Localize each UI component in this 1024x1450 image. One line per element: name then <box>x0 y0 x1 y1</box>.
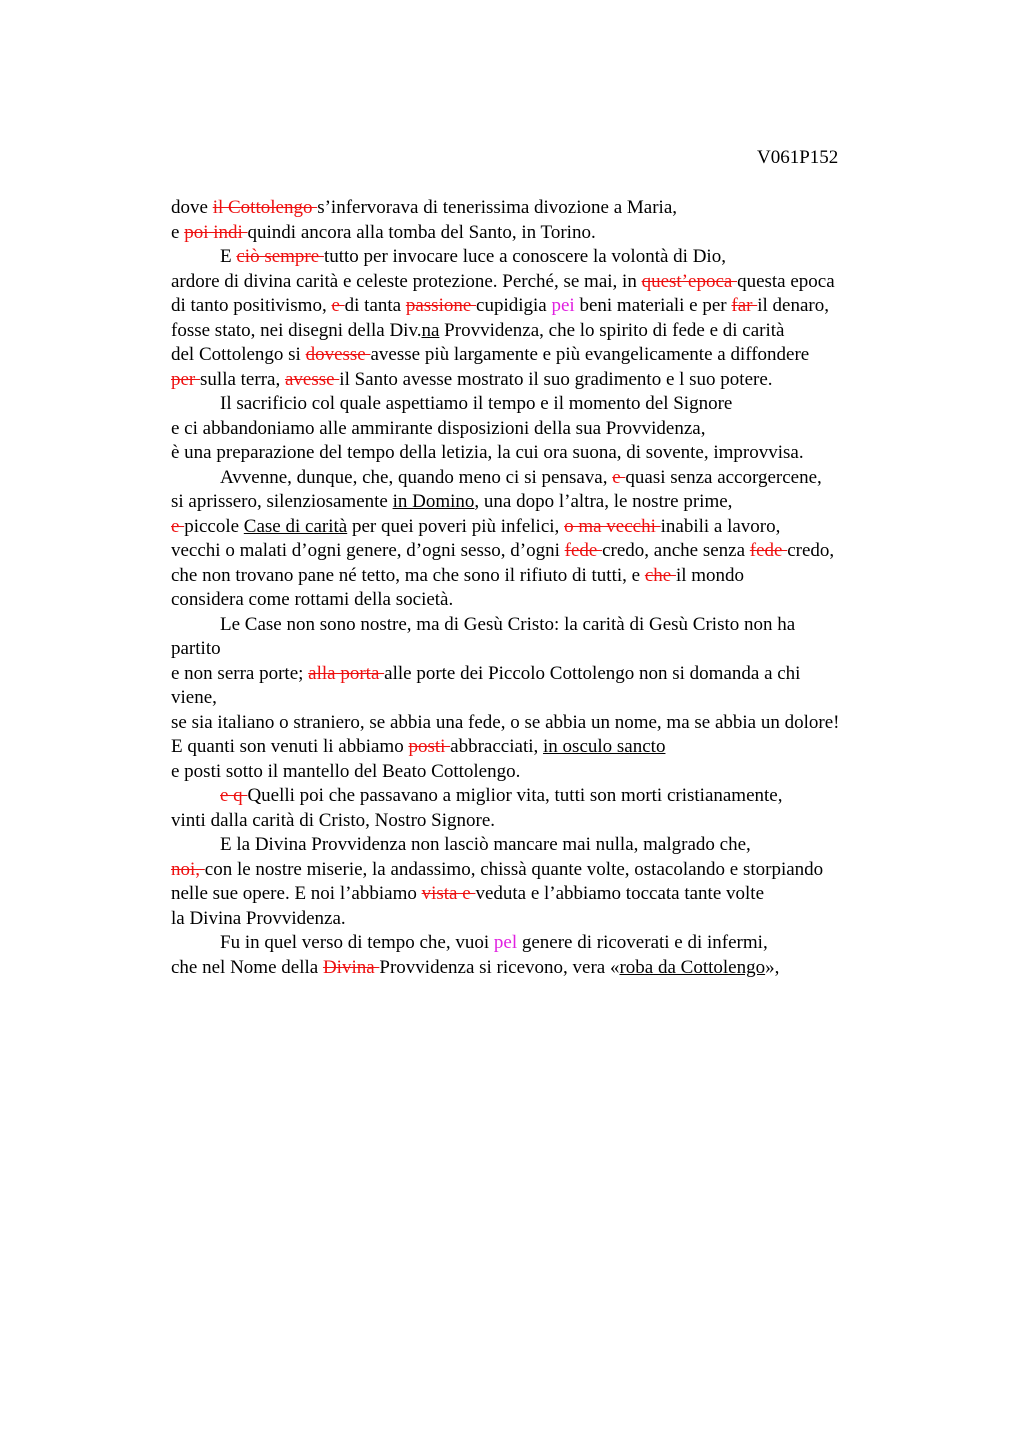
deleted-text: dovesse <box>305 344 371 365</box>
text-line <box>171 245 1001 270</box>
text-segment: che non trovano pane né tetto, ma che sono il rifiuto di tutti, e <box>171 564 645 586</box>
text-segment: s’infervorava di tenerissima divozione a Maria, <box>317 197 677 218</box>
text-segment: con le nostre miserie, la andassimo, chissà quante volte, ostacolando e storpiando <box>204 858 824 880</box>
text-segment: si aprissero, silenziosamente <box>171 491 393 512</box>
text-line <box>171 368 1001 393</box>
text-line <box>171 735 1001 760</box>
text-segment: Le Case non sono nostre, ma di Gesù Cristo: la carità di Gesù Cristo non ha <box>220 613 796 635</box>
text-segment: cupidigia <box>476 295 552 316</box>
underlined-text: roba da Cottolengo <box>619 956 766 978</box>
text-line <box>171 711 1001 736</box>
text-segment: sulla terra, <box>200 368 285 390</box>
deleted-text: fede <box>564 540 603 561</box>
text-line <box>171 319 1001 344</box>
deleted-text: vista e <box>421 883 476 904</box>
text-line <box>171 686 1001 711</box>
inserted-text: pei <box>551 295 575 316</box>
text-segment: Fu in quel verso di tempo che, vuoi <box>220 932 494 953</box>
text-segment: partito <box>171 638 221 659</box>
text-segment: e non serra porte; <box>171 662 309 684</box>
text-segment: E la Divina Provvidenza non lasciò mancare mai nulla, malgrado che, <box>220 834 751 855</box>
text-segment: se sia italiano o straniero, se abbia una fede, o se abbia un nome, ma se abbia un dolore! <box>171 711 840 733</box>
text-segment: e <box>171 221 185 243</box>
text-segment: nelle sue opere. E noi l’abbiamo <box>171 883 422 904</box>
text-line <box>171 270 1001 295</box>
text-segment: Quelli poi che passavano a miglior vita, tutti son morti cristianamente, <box>247 785 783 806</box>
text-segment: per quei poveri più infelici, <box>347 515 565 537</box>
deleted-text: ciò sempre <box>236 246 324 267</box>
text-segment: e ci abbandoniamo alle ammirante disposizioni della sua Provvidenza, <box>171 417 706 439</box>
text-segment: la Divina Provvidenza. <box>171 907 346 929</box>
text-line <box>171 809 1001 834</box>
underlined-text: in Domino <box>392 491 475 512</box>
text-segment: di tanta <box>344 295 406 316</box>
deleted-text: per <box>171 368 201 390</box>
text-line <box>171 588 1001 613</box>
text-line <box>171 613 1001 638</box>
deleted-text: avesse <box>284 368 340 390</box>
deleted-text: e <box>331 295 345 316</box>
text-line <box>171 858 1001 883</box>
inserted-text: pel <box>493 932 518 953</box>
text-line <box>171 196 1001 221</box>
text-segment: e posti sotto il mantello del Beato Cottolengo. <box>171 760 521 782</box>
deleted-text: passione <box>405 295 477 316</box>
underlined-text: Case di carità <box>243 515 348 537</box>
text-segment: quindi ancora alla tomba del Santo, in Torino. <box>247 221 596 243</box>
text-line <box>171 490 1001 515</box>
text-segment: questa epoca <box>737 270 835 292</box>
document-body <box>171 196 1001 980</box>
text-segment: beni materiali e per <box>574 295 732 316</box>
text-line <box>171 564 1001 589</box>
text-line <box>171 466 1001 491</box>
text-line <box>171 392 1001 417</box>
text-segment: tutto per invocare luce a conoscere la volontà di Dio, <box>323 246 726 267</box>
text-segment: , una dopo l’altra, le nostre prime, <box>474 491 733 512</box>
deleted-text: alla porta <box>308 662 385 684</box>
text-segment: il denaro, <box>757 295 829 316</box>
text-segment: Provvidenza, che lo spirito di fede e di carità <box>439 319 785 341</box>
text-segment: quasi senza accorgercene, <box>625 466 822 488</box>
text-line <box>171 956 1001 981</box>
text-line <box>171 760 1001 785</box>
text-segment: E <box>220 246 237 267</box>
text-segment: abbracciati, <box>450 736 544 757</box>
underlined-text: in osculo sancto <box>543 736 666 757</box>
text-segment: dove <box>171 197 213 218</box>
text-line <box>171 907 1001 932</box>
deleted-text: e q <box>220 785 248 806</box>
text-segment: ardore di divina carità e celeste protezione. Perché, se mai, in <box>171 270 642 292</box>
text-segment: è una preparazione del tempo della letizia, la cui ora suona, di sovente, improvvisa. <box>171 442 804 463</box>
text-line <box>171 343 1001 368</box>
deleted-text: e <box>612 466 626 488</box>
text-line <box>171 784 1001 809</box>
text-line <box>171 294 1001 319</box>
text-segment: », <box>765 956 780 978</box>
deleted-text: quest’epoca <box>641 270 738 292</box>
text-segment: E quanti son venuti li abbiamo <box>171 736 409 757</box>
deleted-text: far <box>731 295 758 316</box>
text-segment: vecchi o malati d’ogni genere, d’ogni sesso, d’ogni <box>171 540 565 561</box>
text-segment: inabili a lavoro, <box>660 515 781 537</box>
text-segment: credo, anche senza <box>602 540 750 561</box>
deleted-text: che <box>644 564 676 586</box>
text-segment: veduta e l’abbiamo toccata tante volte <box>475 883 764 904</box>
text-line <box>171 441 1001 466</box>
text-segment: viene, <box>171 687 217 708</box>
text-segment: che nel Nome della <box>171 956 323 978</box>
deleted-text: il Cottolengo <box>212 197 318 218</box>
text-segment: genere di ricoverati e di infermi, <box>517 932 768 953</box>
deleted-text: e <box>171 515 185 537</box>
text-line <box>171 882 1001 907</box>
underlined-text: na <box>421 319 440 341</box>
text-segment: il mondo <box>675 564 745 586</box>
deleted-text: posti <box>408 736 451 757</box>
text-segment: di tanto positivismo, <box>171 295 332 316</box>
text-segment: del Cottolengo si <box>171 344 306 365</box>
text-line <box>171 637 1001 662</box>
text-line <box>171 221 1001 246</box>
page-id: V061P152 <box>757 147 839 168</box>
text-line <box>171 515 1001 540</box>
text-line <box>171 662 1001 687</box>
text-segment: alle porte dei Piccolo Cottolengo non si domanda a chi <box>384 662 801 684</box>
text-segment: Il sacrificio col quale aspettiamo il tempo e il momento del Signore <box>220 393 733 414</box>
text-line <box>171 417 1001 442</box>
text-segment: piccole <box>184 515 244 537</box>
deleted-text: poi indi <box>184 221 248 243</box>
text-segment: Provvidenza si ricevono, vera « <box>379 956 620 978</box>
text-line <box>171 931 1001 956</box>
text-segment: vinti dalla carità di Cristo, Nostro Signore. <box>171 809 496 831</box>
deleted-text: noi, <box>171 858 205 880</box>
deleted-text: fede <box>749 540 788 561</box>
text-segment: il Santo avesse mostrato il suo gradimento e l suo potere. <box>339 368 773 390</box>
text-segment: credo, <box>787 540 835 561</box>
text-line <box>171 833 1001 858</box>
deleted-text: Divina <box>322 956 380 978</box>
text-line <box>171 539 1001 564</box>
text-segment: Avvenne, dunque, che, quando meno ci si pensava, <box>220 466 613 488</box>
text-segment: considera come rottami della società. <box>171 589 454 610</box>
deleted-text: o ma vecchi <box>564 515 661 537</box>
text-segment: fosse stato, nei disegni della Div. <box>171 319 422 341</box>
text-segment: avesse più largamente e più evangelicamente a diffondere <box>370 344 810 365</box>
